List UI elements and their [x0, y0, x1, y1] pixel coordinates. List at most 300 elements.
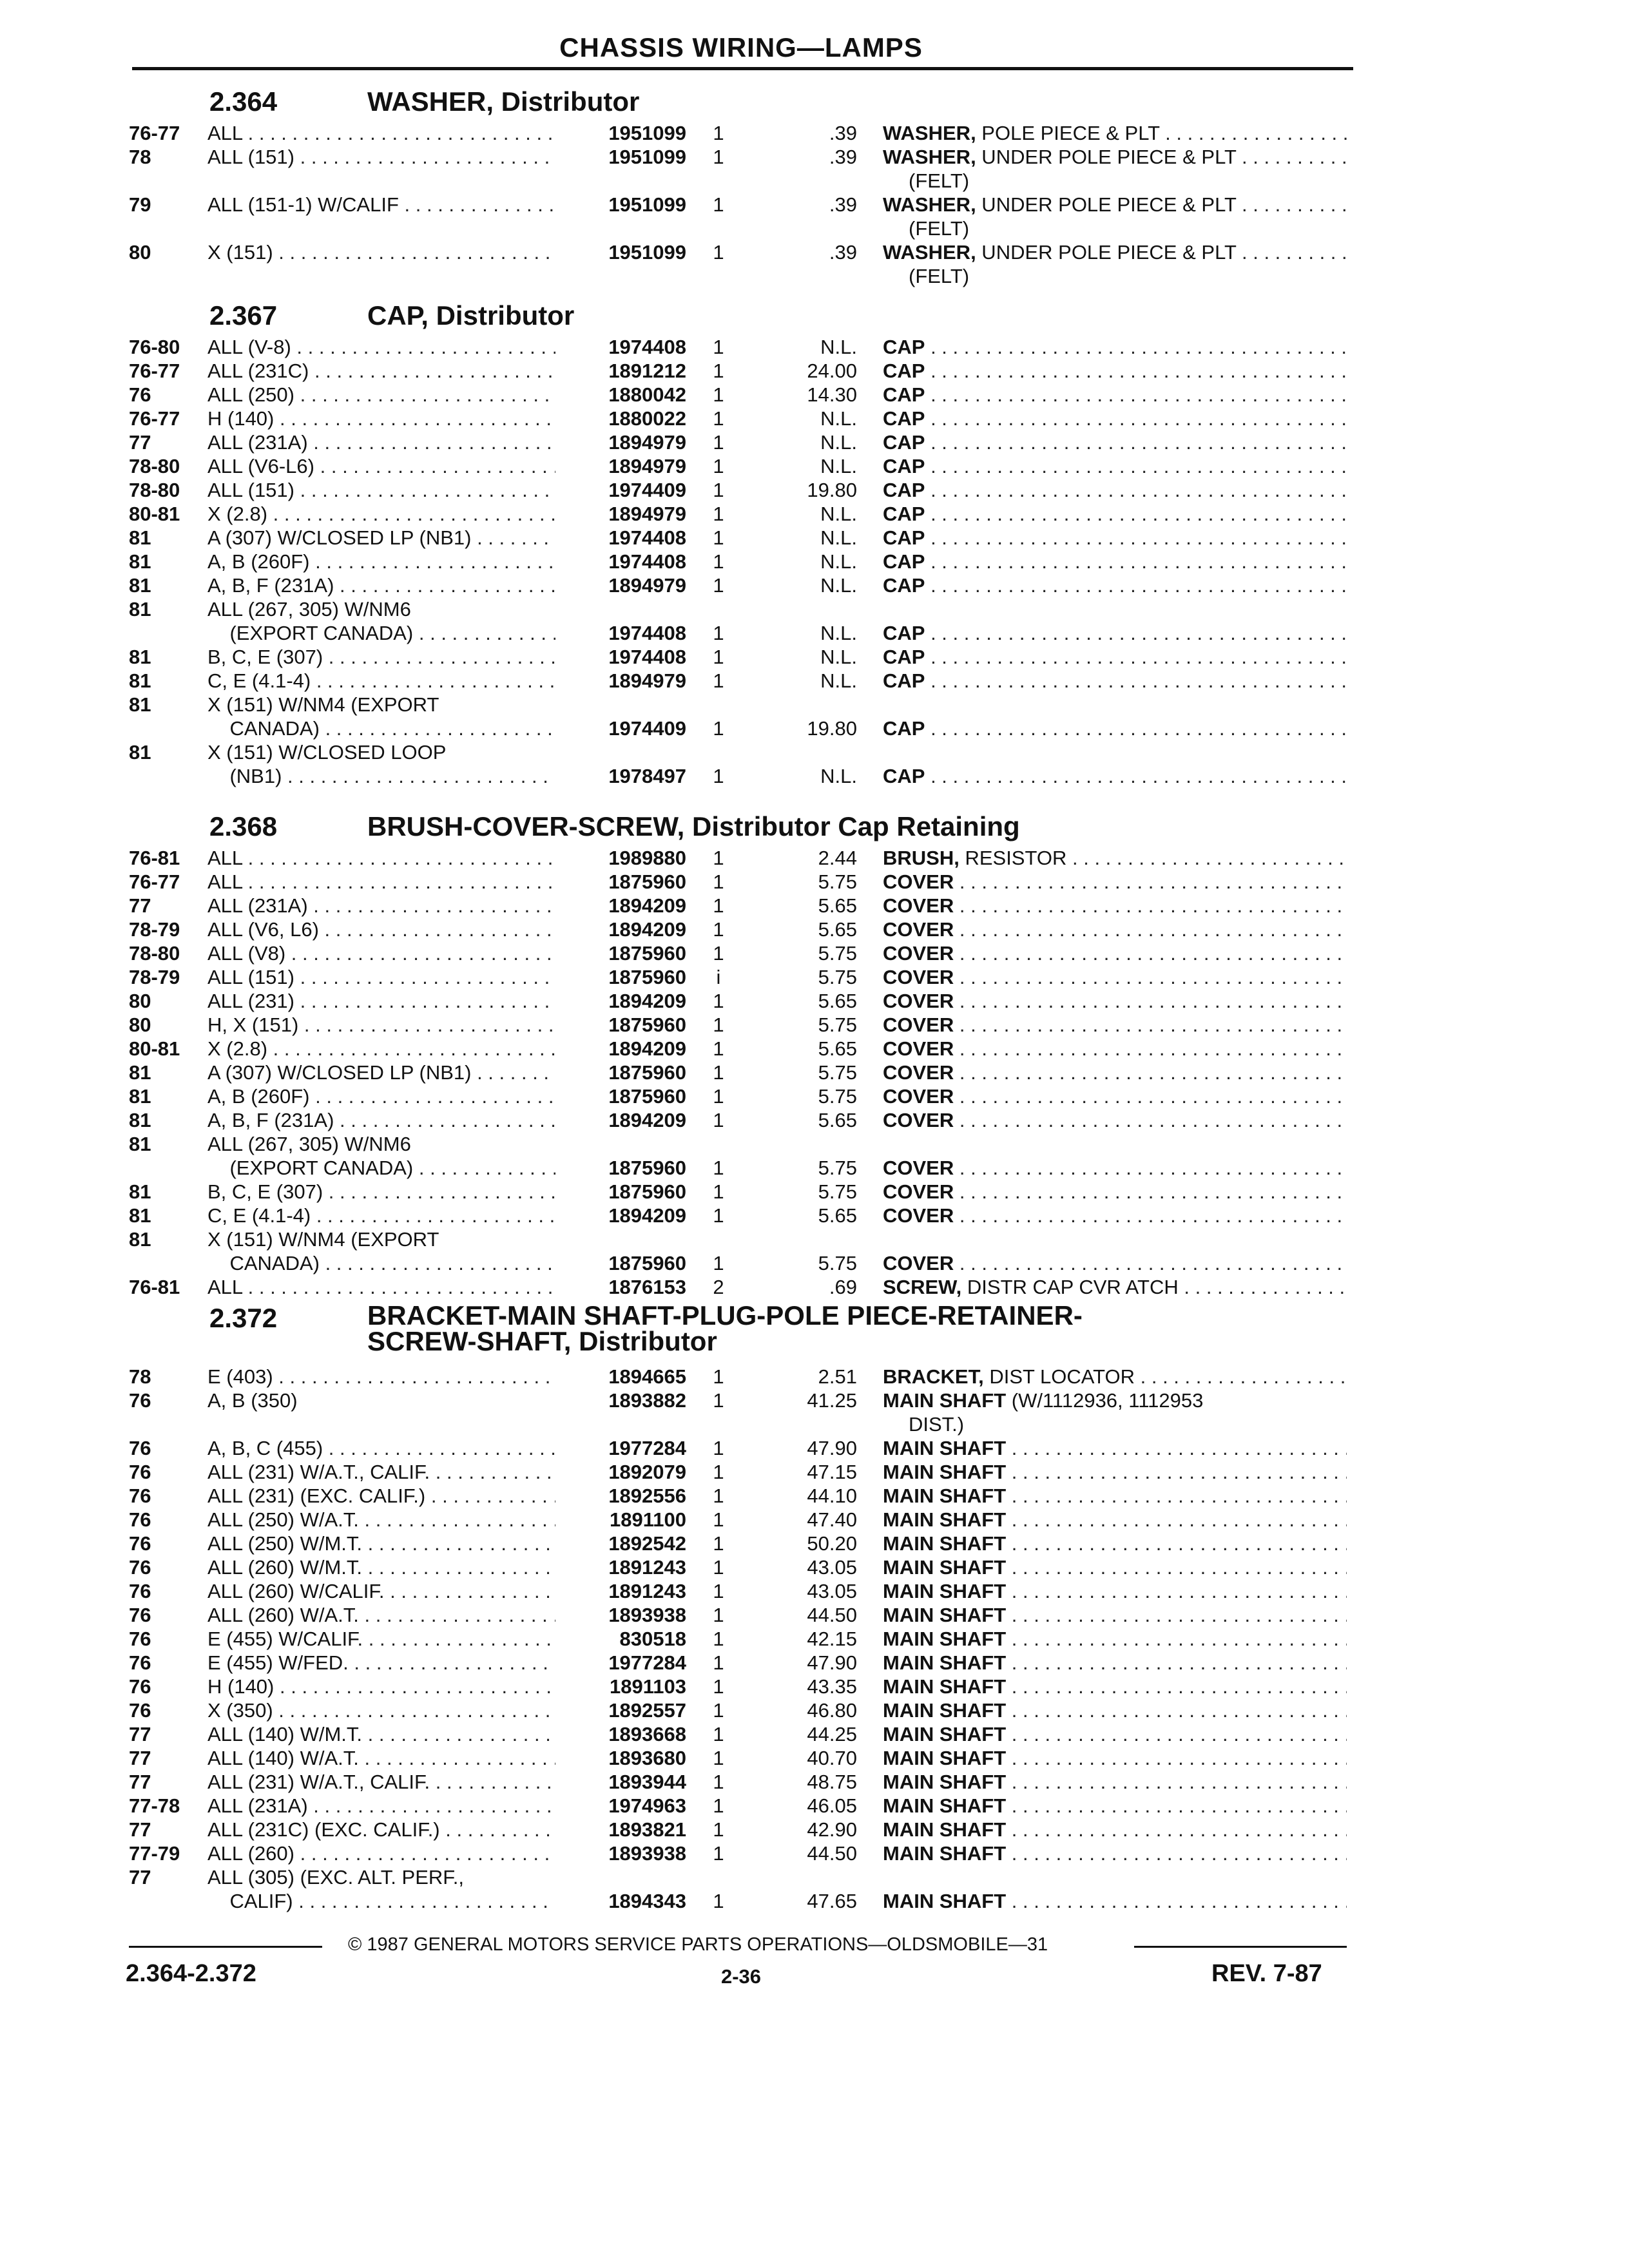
- model-cell: ALL (260) . . .: [207, 1841, 555, 1865]
- model-cell: B, C, E (307) . . .: [207, 1180, 555, 1204]
- price-cell: N.L.: [820, 455, 857, 477]
- description-keyword: WASHER,: [883, 122, 976, 144]
- year-cell: 76-77: [129, 122, 180, 144]
- quantity-cell: 1: [713, 479, 724, 501]
- quantity-cell: 1: [713, 336, 724, 358]
- year-cell: 76-81: [129, 1276, 180, 1298]
- part-row: [0, 264, 1629, 288]
- part-row: [0, 1698, 1629, 1722]
- part-number-cell: 1977284: [608, 1437, 686, 1459]
- description-keyword: COVER: [883, 1204, 954, 1227]
- description-cell: [883, 1037, 1347, 1061]
- quantity-cell: 1: [713, 122, 724, 144]
- price-cell: 44.10: [807, 1485, 857, 1507]
- model-cell: ALL (V6-L6) . . .: [207, 454, 555, 478]
- model-cell: A, B (350): [207, 1389, 298, 1412]
- description-cell: [883, 894, 1347, 918]
- model-cell: X (2.8) . . .: [207, 1037, 555, 1061]
- part-row: [0, 359, 1629, 383]
- quantity-cell: 1: [713, 1556, 724, 1579]
- year-cell: 76: [129, 383, 151, 406]
- part-number-cell: 1891243: [608, 1556, 686, 1579]
- description-keyword: MAIN SHAFT: [883, 1699, 1007, 1722]
- part-number-cell: 1891103: [610, 1675, 686, 1698]
- description-detail: DIST LOCATOR: [983, 1365, 1135, 1388]
- part-row: [0, 716, 1629, 740]
- price-cell: .69: [829, 1276, 857, 1298]
- part-number-cell: 1974963: [608, 1794, 686, 1817]
- price-cell: N.L.: [820, 669, 857, 692]
- description-keyword: COVER: [883, 1180, 954, 1203]
- part-number-cell: 1894979: [608, 431, 686, 454]
- part-row: [0, 1132, 1629, 1156]
- price-cell: N.L.: [820, 526, 857, 549]
- part-row: [0, 1627, 1629, 1651]
- year-cell: 80-81: [129, 503, 180, 525]
- description-keyword: CAP: [883, 383, 925, 406]
- price-cell: 44.25: [807, 1723, 857, 1745]
- description-cell: [883, 1579, 1347, 1603]
- description-detail: (FELT): [909, 265, 970, 287]
- year-cell: 78-79: [129, 966, 180, 988]
- part-row: [0, 1508, 1629, 1532]
- description-keyword: MAIN SHAFT: [883, 1508, 1007, 1531]
- description-cell: [883, 1841, 1347, 1865]
- part-row: [0, 693, 1629, 716]
- part-row: [0, 526, 1629, 550]
- description-cell: [883, 1156, 1347, 1180]
- model-cell: (NB1) . . .: [207, 764, 555, 788]
- description-detail: (FELT): [909, 169, 970, 192]
- part-number-cell: 1894979: [608, 503, 686, 525]
- model-cell: ALL (267, 305) W/NM6: [207, 598, 411, 620]
- quantity-cell: 1: [713, 1461, 724, 1483]
- description-cell: [883, 1436, 1347, 1460]
- part-row: [0, 1389, 1629, 1412]
- quantity-cell: 1: [713, 1890, 724, 1912]
- price-cell: 14.30: [807, 383, 857, 406]
- model-cell: CANADA) . . .: [207, 716, 555, 740]
- quantity-cell: i: [716, 966, 721, 988]
- part-number-cell: 1875960: [608, 870, 686, 893]
- year-cell: 80: [129, 241, 151, 264]
- part-row: [0, 870, 1629, 894]
- description-keyword: CAP: [883, 646, 925, 668]
- year-cell: 77: [129, 1747, 151, 1769]
- quantity-cell: 1: [713, 1580, 724, 1602]
- description-keyword: MAIN SHAFT: [883, 1747, 1007, 1769]
- description-cell: [883, 193, 1347, 216]
- description-cell: [883, 145, 1347, 169]
- description-cell: [883, 1794, 1347, 1818]
- price-cell: N.L.: [820, 407, 857, 430]
- description-cell: [883, 335, 1347, 359]
- description-cell: [883, 1532, 1347, 1555]
- description-keyword: CAP: [883, 669, 925, 692]
- year-cell: 80: [129, 1014, 151, 1036]
- price-cell: 46.80: [807, 1699, 857, 1722]
- description-keyword: COVER: [883, 870, 954, 893]
- part-number-cell: 1894209: [608, 1204, 686, 1227]
- section-2-364: [0, 84, 1629, 288]
- description-cell: [883, 1889, 1347, 1913]
- part-row: [0, 645, 1629, 669]
- part-row: [0, 621, 1629, 645]
- part-number-cell: 1977284: [608, 1651, 686, 1674]
- part-row: [0, 1180, 1629, 1204]
- quantity-cell: 1: [713, 455, 724, 477]
- quantity-cell: 1: [713, 942, 724, 965]
- part-row: [0, 1794, 1629, 1818]
- part-number-cell: 1894209: [608, 990, 686, 1012]
- part-row: [0, 1841, 1629, 1865]
- quantity-cell: 1: [713, 1628, 724, 1650]
- section-heading: [0, 1300, 1629, 1365]
- footer-page-number: 2-36: [720, 1965, 762, 1988]
- model-cell: C, E (4.1-4) . . .: [207, 1204, 555, 1227]
- price-cell: 24.00: [807, 360, 857, 382]
- description-cell: [883, 1204, 1347, 1227]
- price-cell: N.L.: [820, 550, 857, 573]
- model-cell: ALL (151-1) W/CALIF . . .: [207, 193, 555, 216]
- year-cell: 77: [129, 894, 151, 917]
- model-cell: H (140) . . .: [207, 1675, 555, 1698]
- part-row: [0, 846, 1629, 870]
- price-cell: 5.65: [818, 990, 857, 1012]
- price-cell: 19.80: [807, 479, 857, 501]
- price-cell: 5.65: [818, 1204, 857, 1227]
- footer-revision: REV. 7-87: [1211, 1960, 1322, 1987]
- description-cell: [883, 1389, 1347, 1412]
- part-row: [0, 1532, 1629, 1555]
- model-cell: ALL . . .: [207, 870, 555, 894]
- year-cell: 78-80: [129, 942, 180, 965]
- description-cell: [883, 1275, 1347, 1299]
- section-title: [367, 300, 574, 331]
- description-detail: (W/1112936, 1112953: [1006, 1389, 1204, 1412]
- model-cell: H, X (151) . . .: [207, 1013, 555, 1037]
- part-row: [0, 894, 1629, 918]
- description-cell: [883, 407, 1347, 430]
- part-number-cell: 1951099: [608, 122, 686, 144]
- description-keyword: MAIN SHAFT: [883, 1604, 1007, 1626]
- part-number-cell: 1894209: [608, 894, 686, 917]
- footer-rule-left: [129, 1946, 322, 1948]
- model-cell: A (307) W/CLOSED LP (NB1) . . .: [207, 526, 555, 550]
- part-number-cell: 1892542: [608, 1532, 686, 1555]
- footer-rule-right: [1134, 1946, 1347, 1948]
- part-row: [0, 335, 1629, 359]
- part-number-cell: 1875960: [608, 1085, 686, 1108]
- quantity-cell: 1: [713, 1675, 724, 1698]
- part-row: [0, 1251, 1629, 1275]
- model-cell: ALL (250) . . .: [207, 383, 555, 407]
- part-number-cell: 1875960: [608, 1252, 686, 1274]
- description-keyword: CAP: [883, 455, 925, 477]
- year-cell: 79: [129, 193, 151, 216]
- part-number-cell: 1951099: [608, 193, 686, 216]
- part-row: [0, 1227, 1629, 1251]
- part-row: [0, 1603, 1629, 1627]
- section-title-line: BRUSH-COVER-SCREW, Distributor Cap Retaining: [367, 811, 1020, 841]
- section-number: 2.368: [209, 811, 278, 841]
- price-cell: 47.15: [807, 1461, 857, 1483]
- quantity-cell: 1: [713, 1723, 724, 1745]
- quantity-cell: 1: [713, 1109, 724, 1131]
- model-cell: A, B (260F) . . .: [207, 1084, 555, 1108]
- model-cell: A, B (260F) . . .: [207, 550, 555, 573]
- quantity-cell: 1: [713, 990, 724, 1012]
- section-heading: [0, 809, 1629, 846]
- quantity-cell: 1: [713, 1180, 724, 1203]
- part-number-cell: 1974408: [608, 526, 686, 549]
- price-cell: N.L.: [820, 765, 857, 787]
- model-cell: ALL (V8) . . .: [207, 941, 555, 965]
- price-cell: 48.75: [807, 1771, 857, 1793]
- description-keyword: BRUSH,: [883, 847, 959, 869]
- description-keyword: MAIN SHAFT: [883, 1389, 1007, 1412]
- description-keyword: COVER: [883, 942, 954, 965]
- quantity-cell: 1: [713, 1061, 724, 1084]
- quantity-cell: 1: [713, 1747, 724, 1769]
- quantity-cell: 1: [713, 1818, 724, 1841]
- part-row: [0, 1770, 1629, 1794]
- description-cell: [883, 502, 1347, 526]
- description-cell: [883, 1770, 1347, 1794]
- description-cell: [883, 1651, 1347, 1675]
- description-cell: [883, 1484, 1347, 1508]
- part-number-cell: 1875960: [608, 966, 686, 988]
- section-title-line: CAP, Distributor: [367, 300, 575, 331]
- part-number-cell: 1875960: [608, 942, 686, 965]
- model-cell: ALL . . .: [207, 846, 555, 870]
- model-cell: A, B, F (231A) . . .: [207, 573, 555, 597]
- part-number-cell: 1875960: [608, 1180, 686, 1203]
- description-keyword: COVER: [883, 1014, 954, 1036]
- part-number-cell: 1894209: [608, 918, 686, 941]
- quantity-cell: 1: [713, 1437, 724, 1459]
- part-row: [0, 1156, 1629, 1180]
- price-cell: 19.80: [807, 717, 857, 740]
- model-cell: ALL (140) W/A.T. . . .: [207, 1746, 555, 1770]
- model-cell: A, B, C (455) . . .: [207, 1436, 555, 1460]
- price-cell: N.L.: [820, 336, 857, 358]
- price-cell: N.L.: [820, 503, 857, 525]
- model-cell: ALL (V6, L6) . . .: [207, 918, 555, 941]
- part-row: [0, 383, 1629, 407]
- part-row: [0, 740, 1629, 764]
- quantity-cell: 1: [713, 1842, 724, 1865]
- price-cell: 5.75: [818, 1061, 857, 1084]
- price-cell: .39: [829, 146, 857, 168]
- model-cell: ALL (231) . . .: [207, 989, 555, 1013]
- description-detail: POLE PIECE & PLT: [976, 122, 1160, 144]
- description-cell: [883, 240, 1347, 264]
- quantity-cell: 1: [713, 383, 724, 406]
- year-cell: 77-78: [129, 1794, 180, 1817]
- description-cell: [883, 1675, 1347, 1698]
- quantity-cell: 1: [713, 407, 724, 430]
- year-cell: 77: [129, 1771, 151, 1793]
- description-detail: (FELT): [909, 217, 970, 240]
- year-cell: 81: [129, 1133, 151, 1155]
- description-keyword: COVER: [883, 1085, 954, 1108]
- model-cell: ALL (305) (EXC. ALT. PERF.,: [207, 1866, 464, 1888]
- price-cell: .39: [829, 193, 857, 216]
- quantity-cell: 1: [713, 1204, 724, 1227]
- description-cell: [883, 1013, 1347, 1037]
- description-keyword: WASHER,: [883, 241, 976, 264]
- part-row: [0, 989, 1629, 1013]
- year-cell: 76: [129, 1556, 151, 1579]
- model-cell: (EXPORT CANADA) . . .: [207, 1156, 555, 1180]
- model-cell: E (403) . . .: [207, 1365, 555, 1389]
- footer-copyright: © 1987 GENERAL MOTORS SERVICE PARTS OPERATIONS—OLDSMOBILE—31: [348, 1934, 1048, 1955]
- price-cell: 5.75: [818, 942, 857, 965]
- description-detail: DISTR CAP CVR ATCH: [961, 1276, 1179, 1298]
- year-cell: 77-79: [129, 1842, 180, 1865]
- part-number-cell: 1894343: [608, 1890, 686, 1912]
- description-keyword: MAIN SHAFT: [883, 1818, 1007, 1841]
- description-keyword: MAIN SHAFT: [883, 1651, 1007, 1674]
- description-cell: [883, 669, 1347, 693]
- description-keyword: MAIN SHAFT: [883, 1628, 1007, 1650]
- description-keyword: WASHER,: [883, 146, 976, 168]
- description-keyword: CAP: [883, 550, 925, 573]
- model-cell: ALL (231A) . . .: [207, 430, 555, 454]
- model-cell: ALL (250) W/A.T. . . .: [207, 1508, 555, 1532]
- description-cell: [883, 1746, 1347, 1770]
- part-number-cell: 1989880: [608, 847, 686, 869]
- price-cell: 5.75: [818, 1180, 857, 1203]
- section-number: 2.364: [209, 86, 278, 117]
- price-cell: N.L.: [820, 622, 857, 644]
- description-cell: [909, 216, 1373, 240]
- model-cell: ALL (267, 305) W/NM6: [207, 1133, 411, 1155]
- year-cell: 78: [129, 1365, 151, 1388]
- description-cell: [883, 430, 1347, 454]
- model-cell: ALL (231A) . . .: [207, 894, 555, 918]
- model-cell: E (455) W/CALIF. . . .: [207, 1627, 555, 1651]
- model-cell: ALL (231) W/A.T., CALIF. . . .: [207, 1770, 555, 1794]
- footer-section-range: 2.364-2.372: [126, 1960, 256, 1987]
- price-cell: .39: [829, 241, 857, 264]
- year-cell: 76-77: [129, 407, 180, 430]
- price-cell: 40.70: [807, 1747, 857, 1769]
- model-cell: X (2.8) . . .: [207, 502, 555, 526]
- quantity-cell: 1: [713, 1037, 724, 1060]
- year-cell: 76-77: [129, 360, 180, 382]
- part-row: [0, 1579, 1629, 1603]
- price-cell: 5.75: [818, 966, 857, 988]
- year-cell: 81: [129, 669, 151, 692]
- description-keyword: MAIN SHAFT: [883, 1580, 1007, 1602]
- price-cell: 5.65: [818, 1037, 857, 1060]
- description-cell: [909, 1412, 1373, 1436]
- description-keyword: MAIN SHAFT: [883, 1675, 1007, 1698]
- part-number-cell: 1893944: [608, 1771, 686, 1793]
- description-keyword: MAIN SHAFT: [883, 1794, 1007, 1817]
- quantity-cell: 2: [713, 1276, 724, 1298]
- year-cell: 78-79: [129, 918, 180, 941]
- model-cell: X (151) W/NM4 (EXPORT: [207, 693, 439, 716]
- model-cell: ALL (231) W/A.T., CALIF. . . .: [207, 1460, 555, 1484]
- model-cell: ALL (140) W/M.T. . . .: [207, 1722, 555, 1746]
- part-row: [0, 1108, 1629, 1132]
- price-cell: 50.20: [807, 1532, 857, 1555]
- model-cell: ALL (231C) (EXC. CALIF.) . . .: [207, 1818, 555, 1841]
- description-cell: [883, 1698, 1347, 1722]
- year-cell: 81: [129, 741, 151, 764]
- year-cell: 78: [129, 146, 151, 168]
- price-cell: 47.90: [807, 1651, 857, 1674]
- part-row: [0, 550, 1629, 573]
- part-row: [0, 1436, 1629, 1460]
- model-cell: H (140) . . .: [207, 407, 555, 430]
- quantity-cell: 1: [713, 241, 724, 264]
- part-number-cell: 1892557: [608, 1699, 686, 1722]
- part-number-cell: 1893882: [608, 1389, 686, 1412]
- part-row: [0, 1722, 1629, 1746]
- year-cell: 81: [129, 1061, 151, 1084]
- part-number-cell: 1974408: [608, 622, 686, 644]
- description-keyword: COVER: [883, 1109, 954, 1131]
- description-keyword: COVER: [883, 1157, 954, 1179]
- part-row: [0, 145, 1629, 169]
- description-cell: [883, 1251, 1347, 1275]
- year-cell: 81: [129, 1180, 151, 1203]
- quantity-cell: 1: [713, 503, 724, 525]
- part-number-cell: 1894979: [608, 669, 686, 692]
- section-title: [367, 1300, 1083, 1356]
- quantity-cell: 1: [713, 146, 724, 168]
- quantity-cell: 1: [713, 894, 724, 917]
- description-keyword: COVER: [883, 1061, 954, 1084]
- description-keyword: CAP: [883, 503, 925, 525]
- part-row: [0, 764, 1629, 788]
- price-cell: N.L.: [820, 574, 857, 597]
- model-cell: ALL (250) W/M.T. . . .: [207, 1532, 555, 1555]
- part-number-cell: 1894209: [608, 1109, 686, 1131]
- model-cell: X (350) . . .: [207, 1698, 555, 1722]
- price-cell: 5.75: [818, 1157, 857, 1179]
- description-keyword: MAIN SHAFT: [883, 1485, 1007, 1507]
- year-cell: 76: [129, 1461, 151, 1483]
- part-row: [0, 407, 1629, 430]
- model-cell: A (307) W/CLOSED LP (NB1) . . .: [207, 1061, 555, 1084]
- description-keyword: CAP: [883, 407, 925, 430]
- description-cell: [883, 1365, 1347, 1389]
- section-2-368: [0, 809, 1629, 1299]
- part-number-cell: 1974408: [608, 646, 686, 668]
- part-number-cell: 1978497: [608, 765, 686, 787]
- part-row: [0, 121, 1629, 145]
- quantity-cell: 1: [713, 1532, 724, 1555]
- year-cell: 81: [129, 550, 151, 573]
- quantity-cell: 1: [713, 550, 724, 573]
- price-cell: 5.75: [818, 1014, 857, 1036]
- year-cell: 81: [129, 1085, 151, 1108]
- part-number-cell: 1894209: [608, 1037, 686, 1060]
- year-cell: 76: [129, 1437, 151, 1459]
- description-keyword: MAIN SHAFT: [883, 1461, 1007, 1483]
- quantity-cell: 1: [713, 765, 724, 787]
- price-cell: 43.05: [807, 1556, 857, 1579]
- price-cell: 2.44: [818, 847, 857, 869]
- quantity-cell: 1: [713, 918, 724, 941]
- year-cell: 78-80: [129, 479, 180, 501]
- description-cell: [909, 264, 1373, 288]
